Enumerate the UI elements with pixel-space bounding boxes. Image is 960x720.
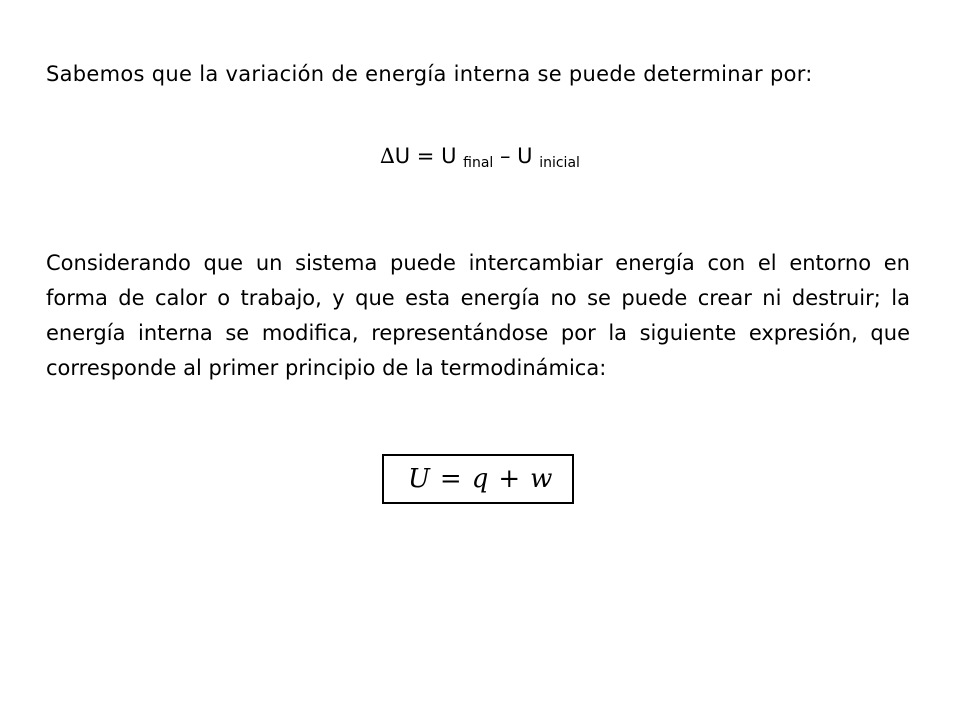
equation-text (408, 464, 552, 494)
subscript-initial: inicial (539, 155, 580, 171)
equation-w: w (530, 464, 553, 494)
formula-lhs: U = U (394, 144, 457, 168)
subscript-final: final (463, 155, 494, 171)
formula-minus-u: – U (493, 144, 540, 168)
boxed-equation (382, 454, 574, 504)
intro-text: Sabemos que la variación de energía interna se puede determinar por: (46, 62, 813, 86)
equation-q: q (471, 464, 489, 494)
first-law-paragraph: Considerando que un sistema puede intercambiar energía con el entorno en forma de calor o trabajo, y que esta energía no se puede crear ni destruir; la energía interna se modifica, representándose por la siguiente expresión, que corresponde al primer principio de la termodinámica: (46, 251, 910, 380)
equation-equals: = (439, 464, 462, 494)
delta-symbol: ∆ (380, 144, 395, 168)
equation-plus: + (498, 464, 521, 494)
equation-u: U (408, 464, 430, 494)
delta-u-formula (0, 144, 960, 171)
